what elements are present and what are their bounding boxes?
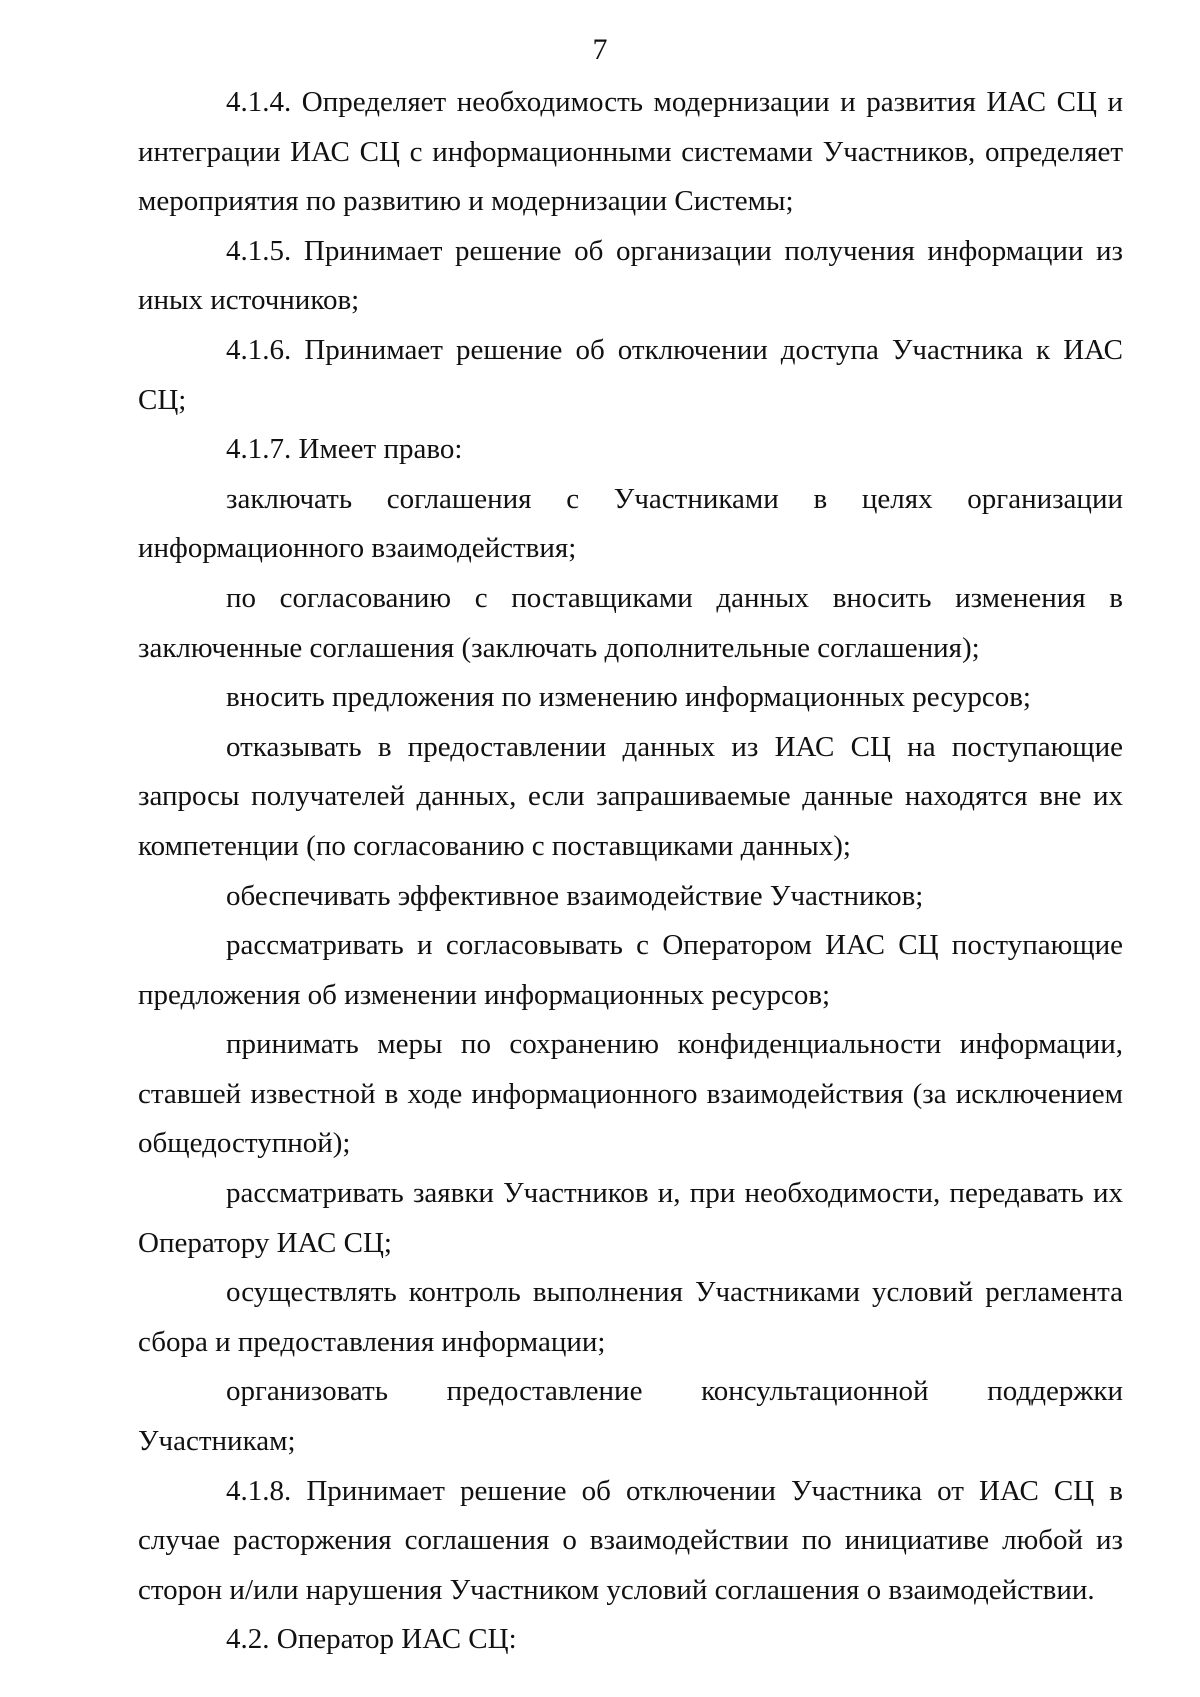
right-item: принимать меры по сохранению конфиденциальности информации, ставшей известной в ходе информационного взаимодействия (за исключением общедоступной); [138,1028,1123,1160]
right-item: вносить предложения по изменению информационных ресурсов; [226,681,1031,714]
paragraph-4-1-7: 4.1.7. Имеет право: [226,433,463,466]
paragraph-4-2-heading: 4.2. Оператор ИАС СЦ: [226,1623,517,1656]
right-item: организовать предоставление консультационной поддержки Участникам; [138,1375,1123,1458]
paragraph-4-1-4: 4.1.4. Определяет необходимость модернизации и развития ИАС СЦ и интеграции ИАС СЦ с информационными системами Участников, определяет мероприятия по развитию и модернизации Системы; [138,86,1123,218]
right-item: по согласованию с поставщиками данных вносить изменения в заключенные соглашения (заключать дополнительные соглашения); [138,581,1123,664]
right-item: рассматривать и согласовывать с Оператором ИАС СЦ поступающие предложения об изменении информационных ресурсов; [138,929,1123,1011]
paragraph-4-1-5: 4.1.5. Принимает решение об организации получения информации из иных источников; [138,234,1123,317]
page-number: 7 [592,33,608,66]
right-item: осуществлять контроль выполнения Участниками условий регламента сбора и предоставления информации; [138,1276,1123,1358]
paragraph-4-1-8: 4.1.8. Принимает решение об отключении Участника от ИАС СЦ в случае расторжения соглашения о взаимодействии по инициативе любой из сторон и/или нарушения Участником условий соглашения о взаимодействии. [138,1474,1123,1606]
right-item: отказывать в предоставлении данных из ИАС СЦ на поступающие запросы получателей данных, если запрашиваемые данные находятся вне их компетенции (по согласованию с поставщиками данных); [138,730,1123,862]
document-body [138,78,1123,1665]
paragraph-4-1-6: 4.1.6. Принимает решение об отключении доступа Участника к ИАС СЦ; [138,333,1123,416]
right-item: заключать соглашения с Участниками в целях организации информационного взаимодействия; [138,482,1123,565]
right-item: обеспечивать эффективное взаимодействие Участников; [226,879,924,912]
right-item: рассматривать заявки Участников и, при необходимости, передавать их Оператору ИАС СЦ; [138,1177,1123,1259]
